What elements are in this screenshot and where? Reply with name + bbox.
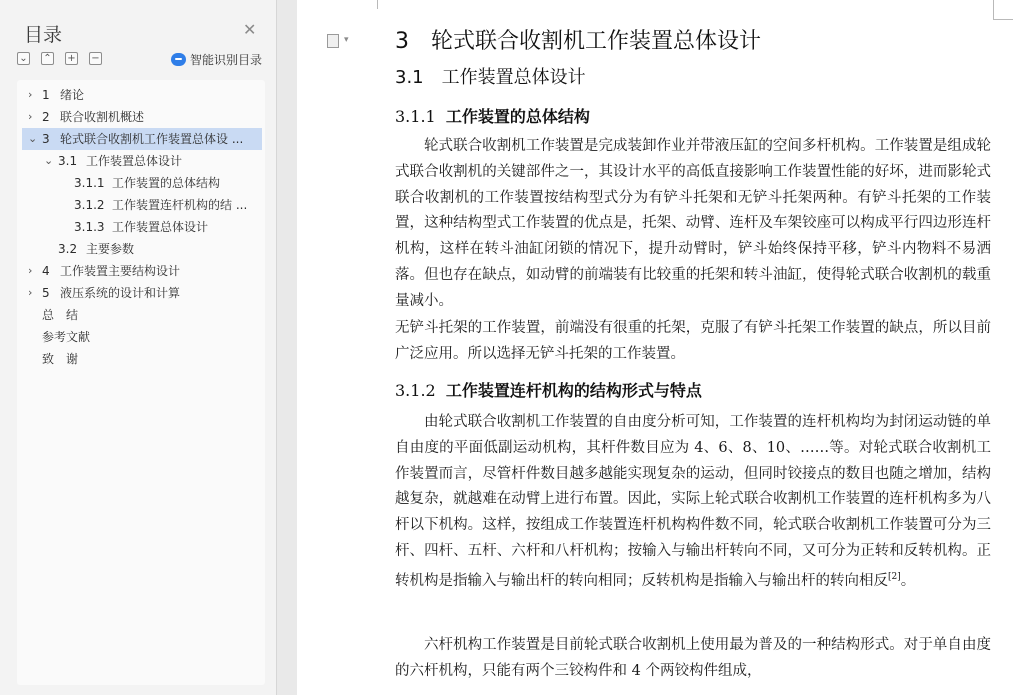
outline-item-number: 3.1.3 bbox=[74, 220, 105, 234]
body-paragraph bbox=[395, 410, 991, 594]
outline-item-number: 3.1 bbox=[58, 154, 78, 168]
outline-item[interactable] bbox=[22, 238, 262, 260]
outline-item-number: 5 bbox=[42, 286, 50, 300]
heading-text: 工作装置连杆机构的结构形式与特点 bbox=[445, 381, 702, 400]
heading-section-3-1: 3.1 工作装置总体设计 bbox=[395, 67, 586, 88]
outline-item-number: 3.1.2 bbox=[74, 198, 105, 212]
outline-item-label: 轮式联合收割机工作装置总体设 ... bbox=[60, 132, 244, 146]
chevron-right-icon[interactable]: › bbox=[28, 110, 33, 123]
outline-item-label: 液压系统的设计和计算 bbox=[60, 286, 181, 300]
heading-chapter-3: 3 轮式联合收割机工作装置总体设计 bbox=[395, 29, 761, 54]
page-corner-mark bbox=[993, 19, 1013, 20]
outline-item[interactable] bbox=[22, 128, 262, 150]
outline-item[interactable] bbox=[22, 172, 262, 194]
outline-item-label: 主要参数 bbox=[86, 242, 135, 256]
heading-text: 工作装置的总体结构 bbox=[445, 107, 590, 126]
outline-item-number: 3.2 bbox=[58, 242, 78, 256]
chevron-right-icon[interactable]: › bbox=[28, 264, 33, 277]
outline-list bbox=[17, 80, 265, 685]
collapse-all-icon[interactable]: ⌄ bbox=[17, 52, 30, 65]
add-heading-icon[interactable]: + bbox=[65, 52, 78, 65]
body-paragraph: 无铲斗托架的工作装置，前端没有很重的托架，克服了有铲斗托架工作装置的缺点，所以目前广泛应用。所以选择无铲斗托架的工作装置。 bbox=[395, 320, 991, 362]
outline-item-label: 联合收割机概述 bbox=[60, 110, 145, 124]
chevron-right-icon[interactable]: › bbox=[28, 88, 33, 101]
outline-item-label: 工作装置主要结构设计 bbox=[60, 264, 181, 278]
page-corner-mark bbox=[993, 0, 994, 19]
document-page bbox=[297, 0, 1021, 695]
body-paragraph: 六杆机构工作装置是目前轮式联合收割机上使用最为普及的一种结构形式。对于单自由度的六杆机构，只能有两个三铰构件和 4 个两铰构件组成， bbox=[395, 637, 991, 679]
outline-item[interactable] bbox=[22, 216, 262, 238]
expand-up-icon[interactable]: ⌃ bbox=[41, 52, 54, 65]
smart-toc-button[interactable] bbox=[171, 51, 262, 68]
outline-item-number: 1 bbox=[42, 88, 50, 102]
page-corner-mark bbox=[377, 0, 378, 9]
outline-item[interactable] bbox=[22, 84, 262, 106]
outline-item-number: 2 bbox=[42, 110, 50, 124]
outline-item-label: 绪论 bbox=[60, 88, 85, 102]
heading-number: 3.1.1 bbox=[395, 107, 436, 126]
paragraph-text: 由轮式联合收割机工作装置的自由度分析可知，工作装置的连杆机构均为封闭运动链的单自由度的平面低副运动机构，其杆件数目应为 4、6、8、10、……等。对轮式联合收割机工作装置而言，尽管杆件数目越多越能实现复杂的运动，但同时铰接点的数目也随之增加，结构越复杂，就越难在动臂上进行布置。因此，实际上轮式联合收割机工作装置的连杆机构多为八杆以下机构。这样，按组成工作装置连杆机构构件数不同，轮式联合收割机工作装置可分为三杆、四杆、五杆、六杆和八杆机构；按输入与输出杆转向不同，又可分为正转和反转机构。正转机构是指输入与输出杆的转向相同；反转机构是指输入与输出杆的转向相反 bbox=[395, 414, 991, 589]
page-gutter bbox=[277, 0, 297, 695]
outline-item-label: 工作装置总体设计 bbox=[86, 154, 183, 168]
outline-item[interactable] bbox=[22, 150, 262, 172]
outline-item[interactable] bbox=[22, 260, 262, 282]
paragraph-menu-icon[interactable] bbox=[327, 34, 339, 48]
outline-title: 目录 bbox=[24, 24, 63, 46]
outline-item-number: 4 bbox=[42, 264, 50, 278]
heading-3-1-2 bbox=[395, 378, 702, 401]
outline-item[interactable] bbox=[22, 326, 262, 348]
remove-heading-icon[interactable]: − bbox=[89, 52, 102, 65]
outline-item[interactable] bbox=[22, 106, 262, 128]
outline-item-label: 工作装置连杆机构的结 ... bbox=[112, 198, 248, 212]
paragraph-end: 。 bbox=[900, 572, 916, 589]
body-paragraph: 轮式联合收割机工作装置是完成装卸作业并带液压缸的空间多杆机构。工作装置是组成轮式联合收割机的关键部件之一，其设计水平的高低直接影响工作装置性能的好坏，进而影轮式联合收割机的工作装置按结构型式分为有铲斗托架和无铲斗托架两种。有铲斗托架的工作装置，这种结构型式工作装置的优点是，托架、动臂、连杆及车架铰座可以构成平行四边形连杆机构，这样在转斗油缸闭锁的情况下，提升动臂时，铲斗始终保持平移，铲斗内物料不易洒落。但也存在缺点，如动臂的前端装有比较重的托架和转斗油缸，使得轮式联合收割机的载重量减小。 bbox=[395, 138, 991, 309]
outline-item-number: 3.1.1 bbox=[74, 176, 105, 190]
outline-item[interactable] bbox=[22, 304, 262, 326]
outline-item-label: 总 结 bbox=[42, 308, 79, 322]
outline-item-label: 参考文献 bbox=[42, 330, 91, 344]
citation-ref[interactable]: [2] bbox=[888, 571, 901, 582]
chevron-right-icon[interactable]: › bbox=[28, 286, 33, 299]
close-icon[interactable]: ✕ bbox=[243, 20, 257, 39]
outline-item-label: 工作装置总体设计 bbox=[112, 220, 209, 234]
outline-panel bbox=[0, 0, 277, 695]
heading-number: 3.1.2 bbox=[395, 381, 436, 400]
heading-3-1-1 bbox=[395, 104, 590, 127]
outline-item-number: 3 bbox=[42, 132, 50, 146]
outline-item[interactable] bbox=[22, 194, 262, 216]
outline-item-label: 致 谢 bbox=[42, 352, 79, 366]
outline-item-label: 工作装置的总体结构 bbox=[112, 176, 221, 190]
outline-item[interactable] bbox=[22, 282, 262, 304]
smart-toc-label: 智能识别目录 bbox=[190, 53, 263, 67]
outline-item[interactable] bbox=[22, 348, 262, 370]
ai-assistant-icon bbox=[171, 53, 186, 66]
chevron-down-icon[interactable]: ⌄ bbox=[44, 154, 54, 167]
chevron-down-icon[interactable]: ⌄ bbox=[28, 132, 38, 145]
